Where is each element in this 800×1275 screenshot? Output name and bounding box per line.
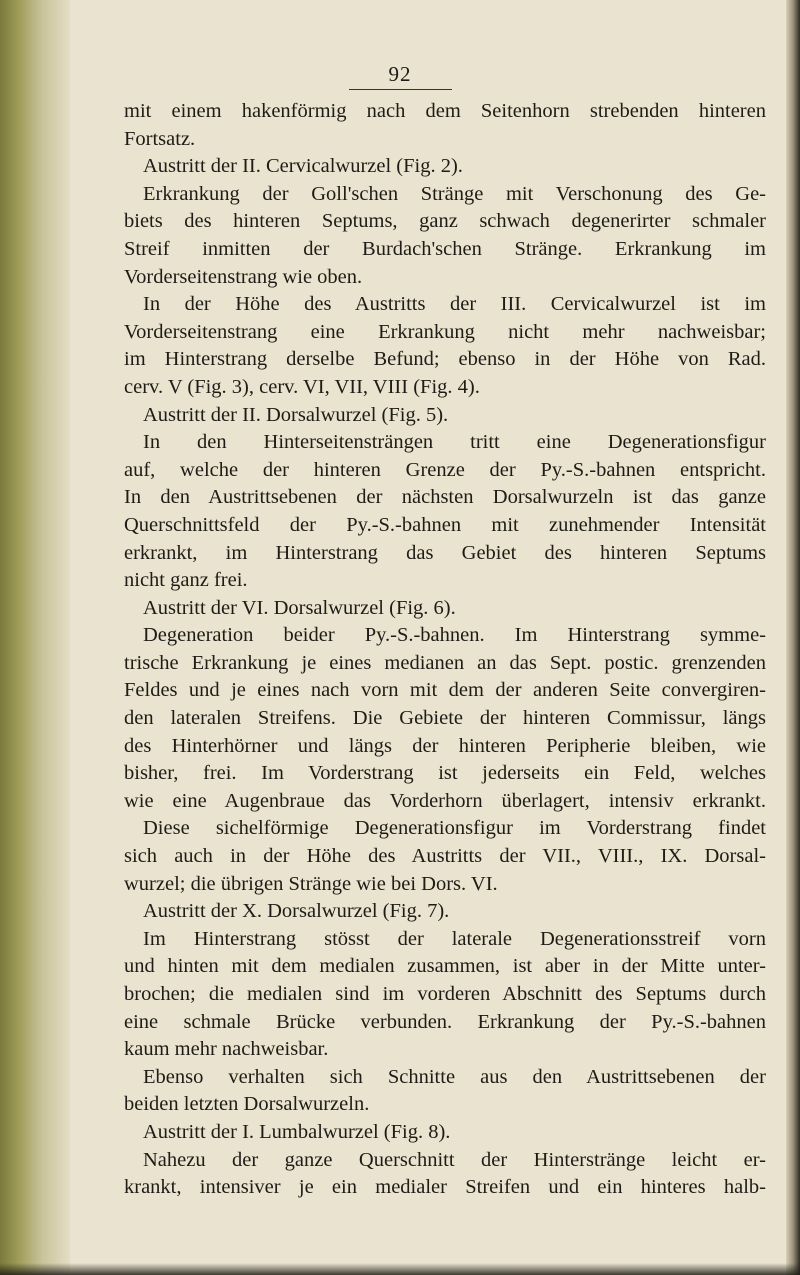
text-line: kaum mehr nachweisbar. [124, 1038, 329, 1061]
text-line: Diese sichelförmige Degenerationsfigur im Vorderstrang findet [143, 817, 766, 840]
text-line: cerv. V (Fig. 3), cerv. VI, VII, VIII (Fig. 4). [124, 375, 480, 398]
text-line: wurzel; die übrigen Stränge wie bei Dors. VI. [124, 872, 498, 895]
text-line: Degeneration beider Py.-S.-bahnen. Im Hinterstrang symme- [143, 624, 766, 647]
text-line: Vorderseitenstrang wie oben. [124, 265, 363, 288]
text-line: und hinten mit dem medialen zusammen, ist aber in der Mitte unter- [124, 955, 766, 978]
text-line: Querschnittsfeld der Py.-S.-bahnen mit zunehmender Intensität [124, 513, 766, 536]
text-line: mit einem hakenförmig nach dem Seitenhorn strebenden hinteren [124, 100, 766, 122]
text-line: wie eine Augenbraue das Vorderhorn überlagert, intensiv erkrankt. [124, 789, 766, 812]
text-line: auf, welche der hinteren Grenze der Py.-S.-bahnen entspricht. [124, 458, 766, 481]
section-heading: Austritt der X. Dorsalwurzel (Fig. 7). [143, 900, 450, 923]
text-line: Fortsatz. [124, 127, 196, 150]
section-heading: Austritt der I. Lumbalwurzel (Fig. 8). [143, 1120, 451, 1143]
page-edge-shadow-bottom [0, 1263, 800, 1275]
text-line: des Hinterhörner und längs der hinteren Peripherie bleiben, wie [124, 734, 766, 757]
text-line: brochen; die medialen sind im vorderen Abschnitt des Septums durch [124, 983, 766, 1005]
text-line: im Hinterstrang derselbe Befund; ebenso in der Höhe von Rad. [124, 348, 766, 371]
page-number-text: 92 [349, 62, 452, 90]
section-heading: Austritt der VI. Dorsalwurzel (Fig. 6). [143, 596, 456, 619]
section-heading: Austritt der II. Dorsalwurzel (Fig. 5). [143, 403, 449, 426]
text-line: In den Austrittsebenen der nächsten Dorsalwurzeln ist das ganze [124, 486, 766, 509]
body-text [124, 98, 766, 1202]
text-line: Erkrankung der Goll'schen Stränge mit Verschonung des Ge- [143, 182, 766, 205]
text-line: biets des hinteren Septums, ganz schwach degenerirter schmaler [124, 210, 766, 233]
book-spine-shadow-left [0, 0, 70, 1275]
text-line: eine schmale Brücke verbunden. Erkrankung der Py.-S.-bahnen [124, 1010, 766, 1033]
text-line: krankt, intensiver je ein medialer Streifen und ein hinteres halb- [124, 1176, 766, 1199]
text-line: sich auch in der Höhe des Austritts der VII., VIII., IX. Dorsal- [124, 845, 766, 868]
text-line: den lateralen Streifens. Die Gebiete der hinteren Commissur, längs [124, 707, 766, 730]
text-line: Im Hinterstrang stösst der laterale Degenerationsstreif vorn [143, 927, 766, 950]
page-number [0, 62, 800, 90]
text-line: In den Hinterseitensträngen tritt eine Degenerationsfigur [143, 431, 766, 454]
text-line: nicht ganz frei. [124, 569, 248, 592]
text-line: Feldes und je eines nach vorn mit dem der anderen Seite convergiren- [124, 679, 766, 702]
page-edge-shadow-right [786, 0, 800, 1275]
text-line: In der Höhe des Austritts der III. Cervicalwurzel ist im [143, 293, 766, 316]
text-line: beiden letzten Dorsalwurzeln. [124, 1093, 370, 1116]
text-line: erkrankt, im Hinterstrang das Gebiet des hinteren Septums [124, 541, 766, 564]
section-heading: Austritt der II. Cervicalwurzel (Fig. 2). [143, 155, 463, 178]
text-line: Nahezu der ganze Querschnitt der Hinterstränge leicht er- [143, 1148, 766, 1171]
text-line: trische Erkrankung je eines medianen an das Sept. postic. grenzenden [124, 651, 766, 674]
text-line: Streif inmitten der Burdach'schen Stränge. Erkrankung im [124, 237, 766, 260]
text-line: bisher, frei. Im Vorderstrang ist jederseits ein Feld, welches [124, 762, 766, 785]
text-line: Ebenso verhalten sich Schnitte aus den Austrittsebenen der [143, 1065, 766, 1088]
text-line: Vorderseitenstrang eine Erkrankung nicht mehr nachweisbar; [124, 320, 766, 343]
